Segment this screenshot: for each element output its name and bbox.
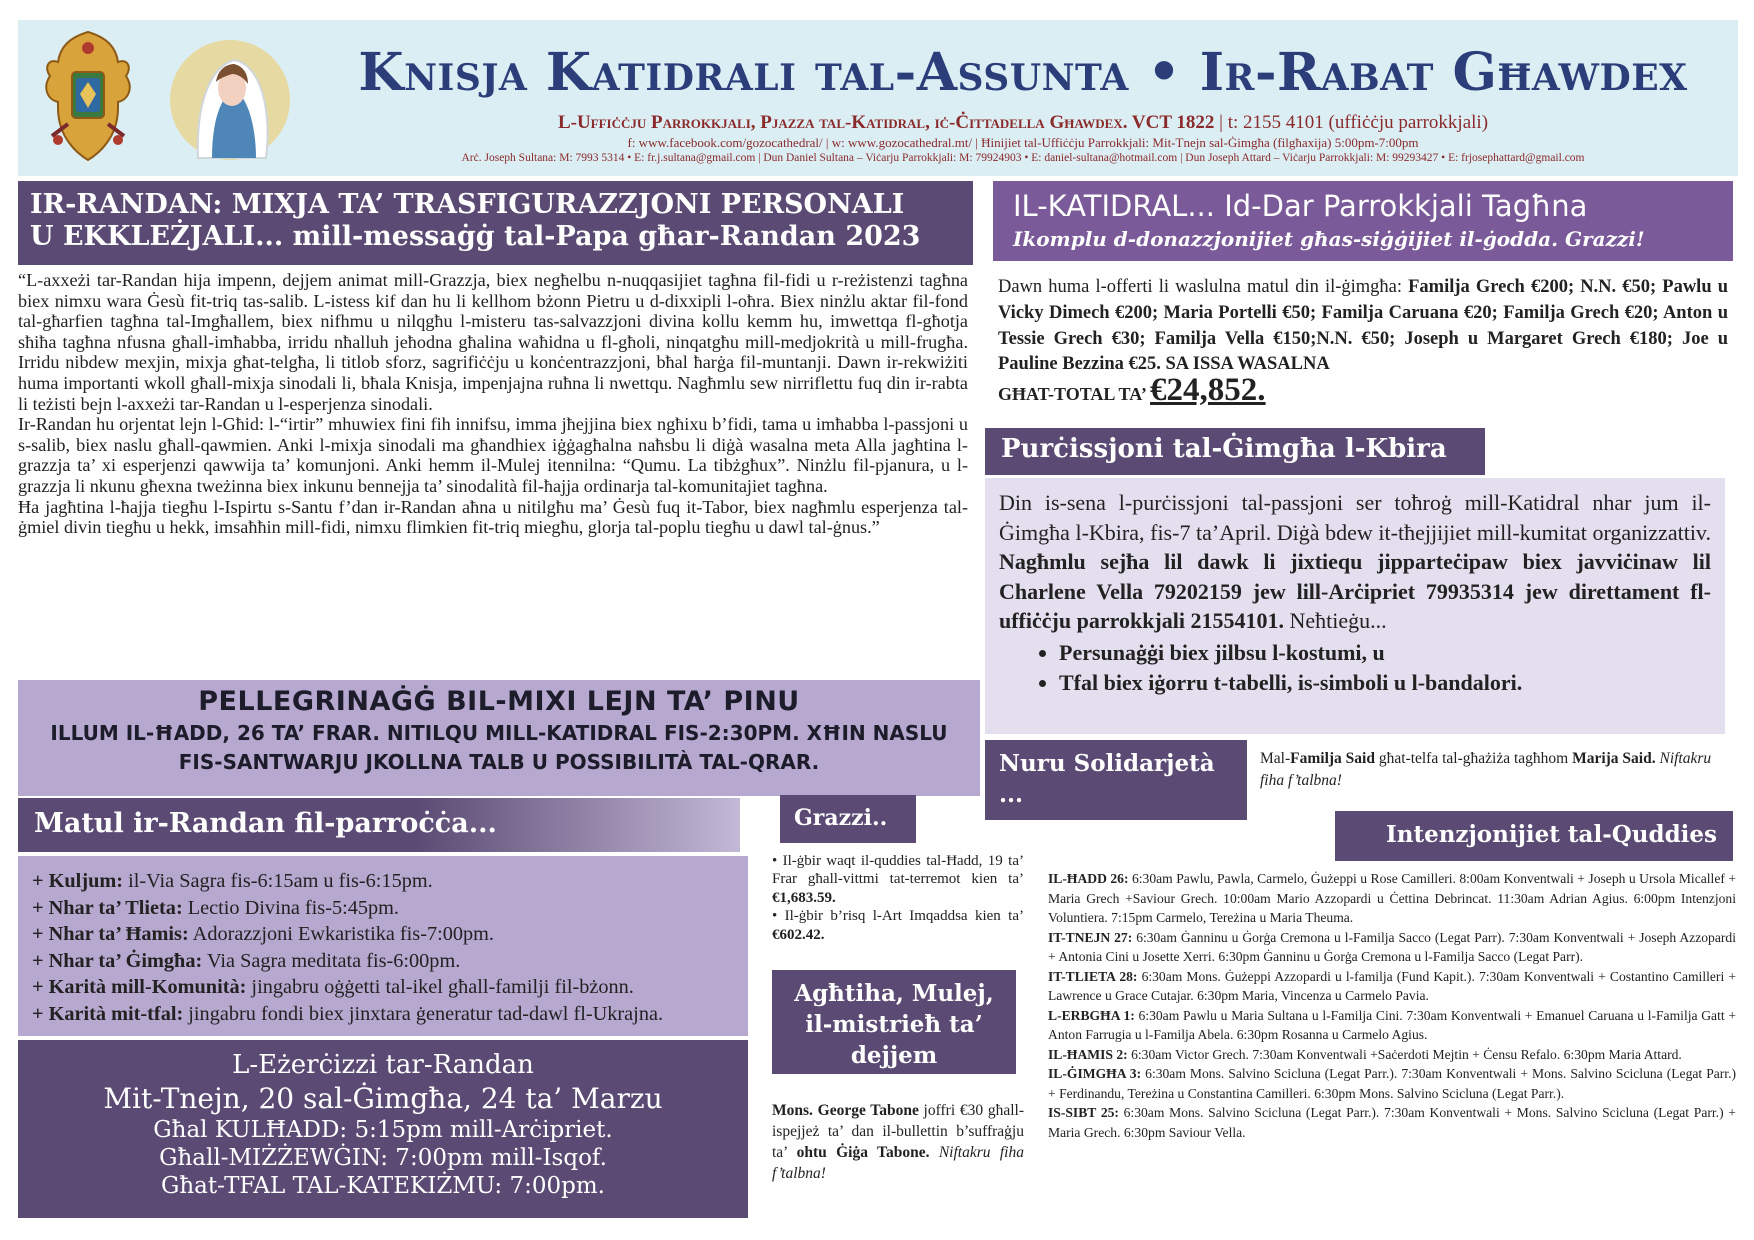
- nuru-body: Mal-: [1260, 750, 1291, 767]
- schedule-text: jingabru fondi biex jinxtara ġeneratur tad-dawl fl-Ukrajna.: [183, 1002, 664, 1025]
- nuru-family: Familja Said: [1290, 750, 1375, 767]
- pellegrinagg-details: [18, 719, 980, 777]
- clergy-contacts: Arċ. Joseph Sultana: M: 7993 5314 • E: fr.j.sultana@gmail.com | Dun Daniel Sultana – Viċarju Parrokkjali: M: 79924903 • E: daniel-sultana@hotmail.com | Dun Joseph Attard – Viċarju Parrokkjali: M: 99293427 • E: frjosephattard@gmail.com: [461, 152, 1585, 164]
- schedule-text: Via Sagra meditata fis-6:00pm.: [202, 949, 461, 972]
- donations-total-value: €24,852.: [1150, 372, 1266, 409]
- katidral-heading: [993, 181, 1733, 261]
- ezercizzi-line: Għat-TFAL TAL-KATEKIŻMU: 7:00pm.: [161, 1173, 605, 1199]
- intention-text: 6:30am Mons. Ġużeppi Azzopardi u l-familja (Fund Kapit.). 7:30am Konventwali + Costantino Camilleri + Lawrence u Grace Cutajar. 6:30pm Maria, Vincenza u Carmelo Pavia.: [1048, 968, 1736, 1003]
- list-item: [1048, 1064, 1736, 1103]
- intention-day: IT-TLIETA 28:: [1048, 968, 1138, 984]
- schedule-label: + Karità mill-Komunità:: [32, 976, 247, 999]
- nuru-deceased: Marija Said.: [1572, 750, 1656, 767]
- list-item: • Tfal biex iġorru t-tabelli, is-simboli u l-bandalori.: [1059, 668, 1711, 698]
- office-address: [318, 112, 1728, 134]
- list-item: [32, 974, 734, 1001]
- ezercizzi-line: Għall-MIŻŻEWĠIN: 7:00pm mill-Isqof.: [159, 1145, 607, 1171]
- grazzi-text: [772, 852, 1024, 944]
- list-item: [32, 1001, 734, 1028]
- list-item: [1048, 967, 1736, 1006]
- list-item: [32, 895, 734, 922]
- aghtiha-prayer: Niftakru fiha f’talbna!: [772, 1144, 1024, 1182]
- intention-day: L-ERBGĦA 1:: [1048, 1007, 1135, 1023]
- list-item: [1048, 1045, 1736, 1065]
- intention-day: IT-TNEJN 27:: [1048, 929, 1133, 945]
- schedule-text: Adorazzjoni Ewkaristika fis-7:00pm.: [188, 923, 494, 946]
- pellegrinagg-title: PELLEGRINAĠĠ BIL-MIXI LEJN TA’ PINU: [198, 686, 800, 717]
- list-item: [1048, 869, 1736, 928]
- list-item: • Persunaġġi biex jilbsu l-kostumi, u: [1059, 638, 1711, 668]
- matul-heading: Matul ir-Randan fil-parroċċa...: [18, 798, 740, 852]
- purcissjoni-text: Din is-sena l-purċissjoni tal-passjoni ser toħroġ mill-Katidral nhar jum il-Ġimgħa l-Kbira, fis-7 ta’April. Diġà bdew it-tħejjijiet mill-kumitat organizzattiv.: [999, 490, 1711, 545]
- aghtiha-heading: Agħtiha, Mulej, il-mistrieħ ta’ dejjem: [772, 970, 1016, 1074]
- randan-paragraph-3: Ħa jagħtina l-ħajja tiegħu l-Ispirtu s-Santu f’dan ir-Randan aħna u nitilgħu ma’ Ġesù fuq it-Tabor, biex nagħmlu esperjenza tal-ġmiel divin tiegħu u hekk, imsaħħin mill-fidi, nimxu flimkien fit-triq miegħu, glorja tal-poplu tiegħu u dawl tal-ġnus.”: [18, 496, 968, 538]
- schedule-label: + Nhar ta’ Ġimgħa:: [32, 949, 203, 972]
- ezercizzi-title: L-Eżerċizzi tar-Randan: [232, 1050, 534, 1080]
- cathedral-crest-icon: [38, 28, 138, 168]
- ezercizzi-dates: Mit-Tnejn, 20 sal-Ġimgħa, 24 ta’ Marzu: [103, 1082, 663, 1115]
- schedule-label: + Karità mit-tfal:: [32, 1002, 184, 1025]
- randan-message: [18, 270, 968, 538]
- randan-heading-line2: U EKKLEŻJALI... mill-messaġġ tal-Papa għar-Randan 2023: [30, 221, 921, 253]
- randan-paragraph-1: “L-axxeżi tar-Randan hija impenn, dejjem animat mill-Grazzja, biex negħelbu n-nuqqasijiet tagħna fil-fidi u r-reżistenzi tagħna biex nimxu wara Ġesù fit-triq tas-salib. L-istess kif dan hu li kellhom bżonn Pietru u d-dixxipli l-oħra. Biex ninżlu aktar fil-fond tal-għarfien tagħna tal-Imgħallem, biex nifhmu u nilqgħu l-misteru tas-salvazzjoni divina kollu kemm hu, imwettqa fl-għotja sħiħa tagħna nfusna għall-imħabba, irridu nħalluh jeħodna għalina waħidna u fl-għoli, ninqatgħu mill-medjokrità u mill-frugħa. Irridu nibdew mexjin, mixja għat-telgħa, li titlob sforz, sagrifiċċju u konċentrazzjoni, bħal ħarġa fil-muntanji. Dawn ir-rekwiżiti huma importanti wkoll għall-mixja sinodali li, bħala Knisja, impenjajna ruħna li nwettqu. Nagħmlu sew nirriflettu fuq din ir-rabta li teżisti bejn l-axxeżi tar-Randan u l-esperjenza sinodali.: [18, 270, 968, 414]
- web-links: f: www.facebook.com/gozocathedral/ | w: www.gozocathedral.mt/ | Ħinijiet tal-Uffiċċju Parrokkjali: Mit-Tnejn sal-Ġimgħa (filgħaxija) 5:00pm-7:00pm: [627, 135, 1419, 150]
- nuru-text: [1260, 748, 1726, 792]
- grazzi-item-text: • Il-ġbir waqt il-quddies tal-Ħadd, 19 ta’ Frar għall-vittmi tat-terremot kien ta’: [772, 853, 1024, 888]
- purcissjoni-needs: Neħtieġu...: [1283, 608, 1387, 633]
- donations-donors: Familja Grech €200; N.N. €50; Pawlu u Vicky Dimech €200; Maria Portelli €50; Familja Caruana €20; Familja Grech €20; Anton u Tessie Grech €30; Familja Vella €150;N.N. €50; Joseph u Margaret Grech €180; Joe u Pauline Bezzina €25. SA ISSA WASALNA: [998, 277, 1728, 375]
- schedule-text: Lectio Divina fis-5:45pm.: [182, 896, 399, 919]
- intention-day: IL-ĦAMIS 2:: [1048, 1046, 1128, 1062]
- aghtiha-deceased: ohtu Ġiġa Tabone.: [796, 1144, 930, 1161]
- list-item: [772, 852, 1024, 907]
- randan-paragraph-2: Ir-Randan hu orjentat lejn l-Għid: l-“irtir” mhuwiex fini fih innifsu, imma jħejjina biex ngħixu b’fidi, tama u imħabba l-passjoni u s-salib, biex naslu għall-qawmien. Anki l-mixja sinodali ma għandhiex iġġagħalna naħsbu li diġà wasalna meta Alla jagħtina l-grazzja ta’ xi esperjenzi qawwija ta’ komunjoni. Anki hemm il-Mulej itennilna: “Qumu. La tibżgħux”. Ninżlu fil-pjanura, u l-grazzja li nkunu għexna tweżinna biex inkunu bennejja ta’ sinodalità fil-ħajja ordinarja tal-komunitajiet tagħna.: [18, 414, 968, 496]
- donations-total-label: GĦAT-TOTAL TA’: [998, 384, 1151, 405]
- office-phone: | t: 2155 4101 (uffiċċju parrokkjali): [1214, 112, 1489, 133]
- list-item: [32, 948, 734, 975]
- intention-text: 6:30am Victor Grech. 7:30am Konventwali +Saċerdoti Mejtin + Ċensu Refalo. 6:30pm Maria Attard.: [1131, 1046, 1682, 1062]
- schedule-label: + Nhar ta’ Ħamis:: [32, 923, 189, 946]
- nuru-body: għat-telfa tal-għażiża tagħhom: [1374, 750, 1573, 767]
- page-title: Knisja Katidrali tal-Assunta • Ir-Rabat Għawdex: [358, 42, 1688, 103]
- pellegrinagg-line2: FIS-SANTWARJU JKOLLNA TALB U POSSIBILITÀ TAL-QRAR.: [178, 750, 820, 774]
- randan-heading-line1: IR-RANDAN: MIXJA TA’ TRASFIGURAZZJONI PERSONALI: [30, 189, 905, 220]
- grazzi-heading: Grazzi..: [780, 795, 916, 843]
- mass-intentions: [1048, 869, 1736, 1142]
- madonna-icon: [168, 38, 293, 163]
- intention-day: IS-SIBT 25:: [1048, 1105, 1119, 1120]
- ezercizzi-line: Għal KULĦADD: 5:15pm mill-Arċipriet.: [153, 1117, 613, 1143]
- purcissjoni-heading: Purċissjoni tal-Ġimgħa l-Kbira: [985, 428, 1485, 475]
- list-item: [32, 868, 734, 895]
- aghtiha-body: joffri €30 għall-ispejjeż ta’ dan il-bullettin b’suffraġju ta’: [772, 1102, 1024, 1161]
- intention-day: IL-ĠIMGĦA 3:: [1048, 1066, 1142, 1081]
- donations-list: [998, 275, 1728, 409]
- schedule-text: jingabru oġġetti tal-ikel għall-familji fil-bżonn.: [246, 976, 634, 999]
- matul-schedule: [18, 856, 748, 1036]
- schedule-label: + Kuljum:: [32, 870, 123, 892]
- aghtiha-text: [772, 1100, 1024, 1184]
- list-item: [772, 907, 1024, 944]
- purcissjoni-call: Nagħmlu sejħa lil dawk li jixtiequ jipparteċipaw biex javviċinaw lil Charlene Vella 79202159 jew lill-Arċipriet 79935314 jew direttament fl-uffiċċju parrokkjali 21554101.: [999, 549, 1711, 633]
- intention-text: 6:30am Mons. Salvino Scicluna (Legat Parr.). 7:30am Konventwali + Mons. Salvino Scicluna (Legat Parr.) + Maria Grech. 6:30pm Saviour Vella.: [1048, 1105, 1736, 1140]
- list-item: [32, 921, 734, 948]
- grazzi-item-amount: €602.42.: [772, 926, 825, 943]
- list-item: [1048, 1103, 1736, 1142]
- list-item: [1048, 1006, 1736, 1045]
- schedule-text: il-Via Sagra fis-6:15am u fis-6:15pm.: [123, 870, 433, 892]
- grazzi-item-amount: €1,683.59.: [772, 889, 836, 906]
- ezercizzi-box: [18, 1040, 748, 1218]
- intention-text: 6:30am Pawlu, Pawla, Carmelo, Ġużeppi u Rose Camilleri. 8:00am Konventwali + Joseph u Ursola Micallef + Maria Grech +Saviour Grech. 10:00am Mario Azzopardi u Ċettina Debrincat. 11:30am Adrian Agius. 6:00pm Intenzjoni Voluntiera. 7:15pm Carmelo, Tereżina u Maria Theuma.: [1048, 871, 1737, 925]
- pellegrinagg-line1: ILLUM IL-ĦADD, 26 TA’ FRAR. NITILQU MILL-KATIDRAL FIS-2:30PM. XĦIN NASLU: [50, 721, 948, 745]
- page-header: [18, 20, 1738, 176]
- intention-text: 6:30am Mons. Salvino Scicluna (Legat Parr.). 7:30am Konventwali + Mons. Salvino Scicluna (Legat Parr.) + Ferdinandu, Tereżina u Constantina Camilleri. 6:30pm Mons. Salvino Scicluna (Legat Parr.).: [1048, 1066, 1737, 1101]
- purcissjoni-needs-list: [1059, 638, 1711, 698]
- purcissjoni-box: [985, 478, 1725, 734]
- katidral-title: IL-KATIDRAL... Id-Dar Parrokkjali Tagħna: [1013, 189, 1588, 223]
- aghtiha-donor: Mons. George Tabone: [772, 1102, 919, 1119]
- intention-day: IL-ĦADD 26:: [1048, 871, 1129, 886]
- intention-text: 6:30am Ġanninu u Ġorġa Cremona u l-Familja Sacco (Legat Parr). 7:30am Konventwali + Joseph Azzopardi + Antonia Cini u Josette Xerri. 6:30pm Ġanninu u Ġorġa Cremona u l-Familja Sacco (Legat Parr).: [1048, 929, 1736, 964]
- nuru-prayer: Niftakru fiha f’talbna!: [1260, 750, 1712, 789]
- pellegrinagg-banner: [18, 680, 980, 796]
- intenzjonijiet-heading: Intenzjonijiet tal-Quddies: [1335, 811, 1733, 861]
- intention-text: 6:30am Pawlu u Maria Sultana u l-Familja Cini. 7:30am Konventwali + Emanuel Caruana u l-Familja Gatt + Anton Farrugia u l-Familja Abela. 6:30pm Rosanna u Carmelo Agius.: [1048, 1007, 1737, 1042]
- office-address-text: L-Uffiċċju Parrokkjali, Pjazza tal-Katidral, iċ-Ċittadella Għawdex. VCT 1822: [557, 112, 1215, 133]
- nuru-heading: Nuru Solidarjetà ...: [985, 740, 1247, 820]
- grazzi-item-text: • Il-ġbir b’risq l-Art Imqaddsa kien ta’: [772, 908, 1024, 925]
- randan-heading: [18, 181, 973, 265]
- katidral-subtitle: Ikomplu d-donazzjonijiet għas-siġġijiet il-ġodda. Grazzi!: [1013, 227, 1645, 251]
- list-item: [1048, 928, 1736, 967]
- donations-intro: Dawn huma l-offerti li waslulna matul din il-ġimgħa:: [998, 277, 1409, 297]
- schedule-label: + Nhar ta’ Tlieta:: [32, 896, 183, 919]
